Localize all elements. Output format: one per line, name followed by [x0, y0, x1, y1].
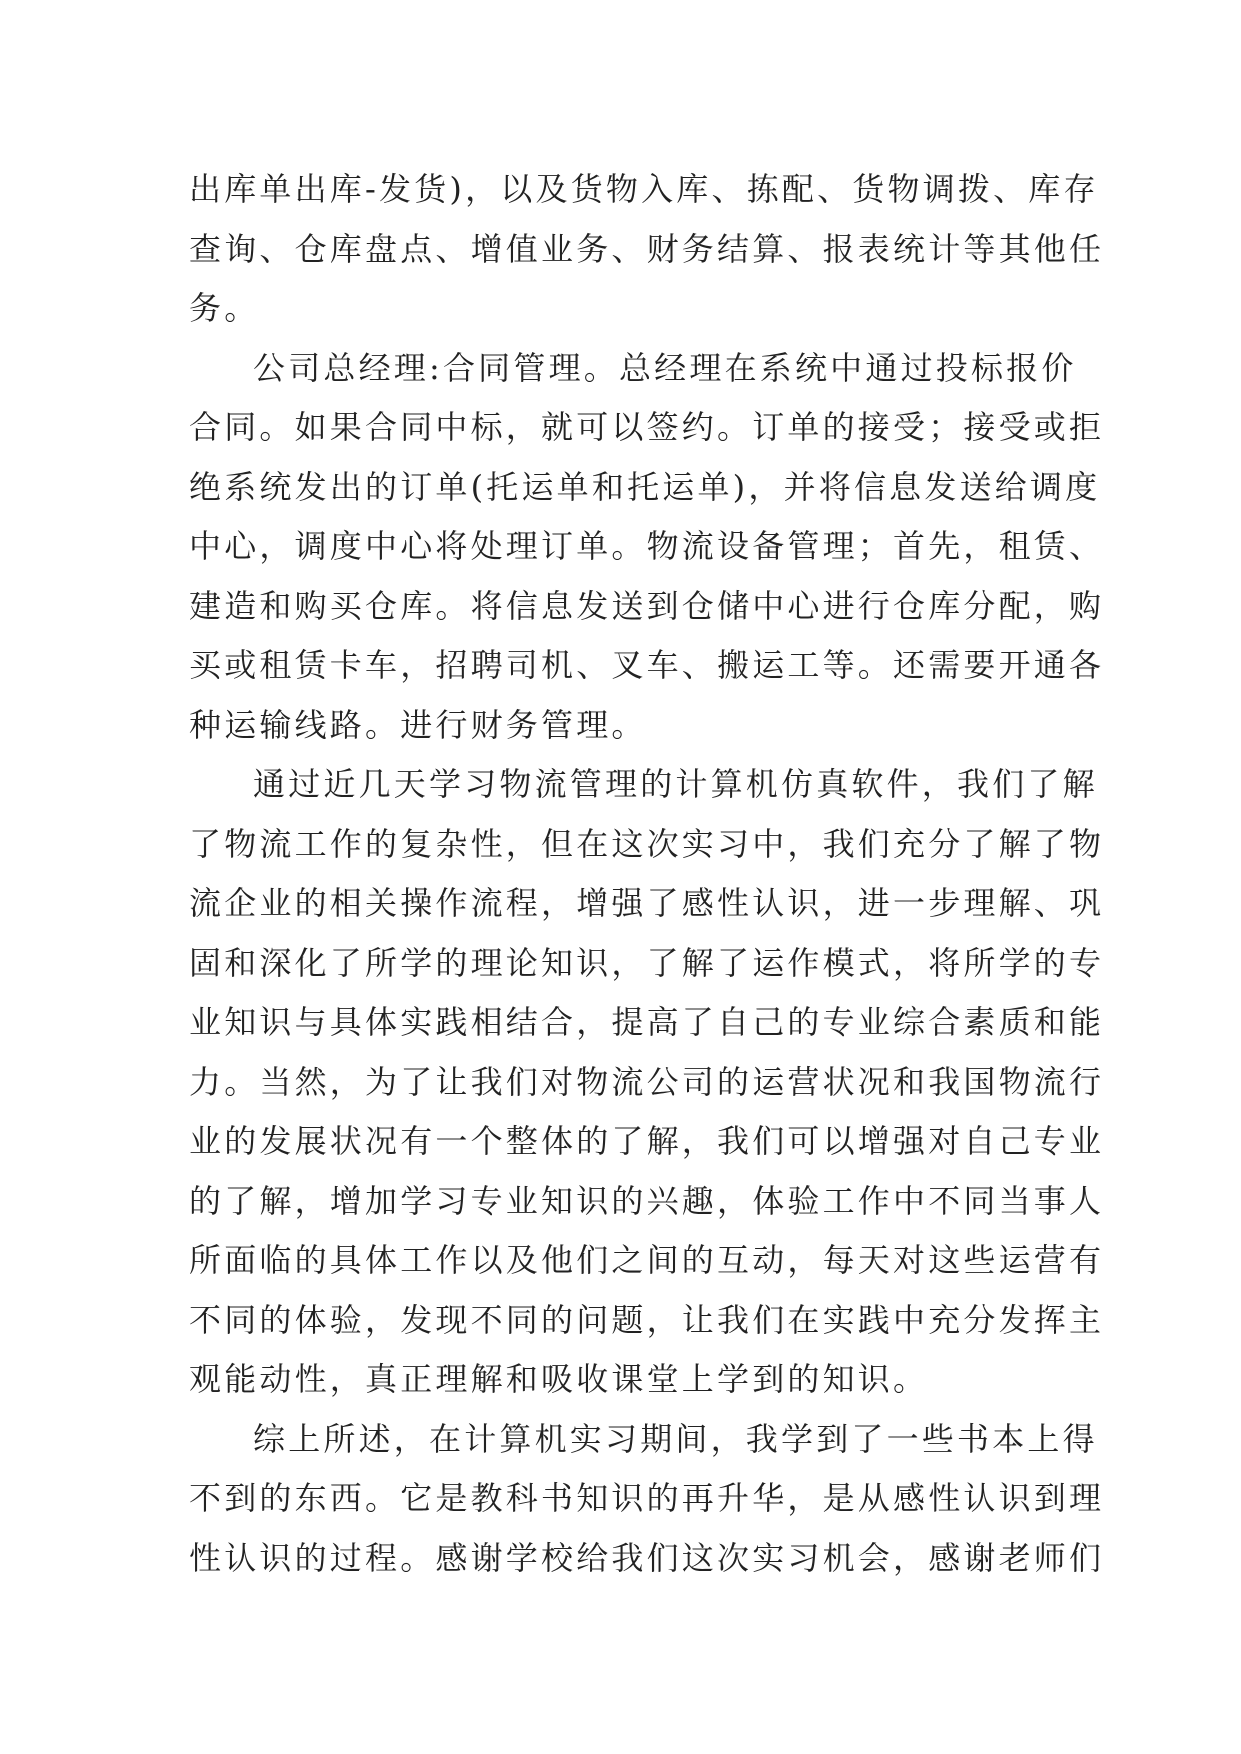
paragraph-line: 的了解，增加学习专业知识的兴趣，体验工作中不同当事人 [189, 1181, 1105, 1220]
paragraph-line: 买或租赁卡车，招聘司机、叉车、搬运工等。还需要开通各 [189, 646, 1105, 684]
paragraph-4 [189, 1410, 1105, 1589]
paragraph-line: 合同。如果合同中标，就可以签约。订单的接受；接受或拒 [189, 408, 1105, 446]
paragraph-line: 不到的东西。它是教科书知识的再升华，是从感性认识到理 [189, 1479, 1105, 1517]
paragraph-line: 出库单出库-发货)，以及货物入库、拣配、货物调拨、库存 [189, 170, 1099, 208]
paragraph-line: 不同的体验，发现不同的问题，让我们在实践中充分发挥主 [189, 1300, 1105, 1339]
paragraph-line: 性认识的过程。感谢学校给我们这次实习机会，感谢老师们 [189, 1538, 1105, 1577]
paragraph-line: 种运输线路。进行财务管理。 [189, 705, 647, 744]
document-body [189, 160, 1105, 1588]
paragraph-2 [189, 339, 1105, 756]
paragraph-line: 建造和购买仓库。将信息发送到仓储中心进行仓库分配，购 [189, 586, 1105, 625]
paragraph-1 [189, 160, 1105, 339]
paragraph-line: 公司总经理:合同管理。总经理在系统中通过投标报价 [253, 348, 1077, 387]
paragraph-line: 了物流工作的复杂性，但在这次实习中，我们充分了解了物 [189, 824, 1105, 863]
paragraph-line: 查询、仓库盘点、增值业务、财务结算、报表统计等其他任 [189, 229, 1105, 268]
paragraph-line: 力。当然，为了让我们对物流公司的运营状况和我国物流行 [189, 1062, 1105, 1101]
paragraph-line: 综上所述，在计算机实习期间，我学到了一些书本上得 [253, 1419, 1098, 1458]
paragraph-line: 务。 [189, 289, 260, 327]
paragraph-line: 业知识与具体实践相结合，提高了自己的专业综合素质和能 [189, 1003, 1105, 1041]
paragraph-line: 所面临的具体工作以及他们之间的互动，每天对这些运营有 [189, 1241, 1105, 1279]
paragraph-3 [189, 755, 1105, 1410]
paragraph-line: 通过近几天学习物流管理的计算机仿真软件，我们了解 [253, 765, 1098, 803]
paragraph-line: 观能动性，真正理解和吸收课堂上学到的知识。 [189, 1360, 929, 1398]
paragraph-line: 流企业的相关操作流程，增强了感性认识，进一步理解、巩 [189, 884, 1105, 922]
paragraph-line: 绝系统发出的订单(托运单和托运单)，并将信息发送给调度 [189, 467, 1101, 506]
paragraph-line: 中心，调度中心将处理订单。物流设备管理；首先，租赁、 [189, 527, 1105, 565]
paragraph-line: 业的发展状况有一个整体的了解，我们可以增强对自己专业 [189, 1122, 1105, 1160]
paragraph-line: 固和深化了所学的理论知识，了解了运作模式，将所学的专 [189, 943, 1105, 982]
